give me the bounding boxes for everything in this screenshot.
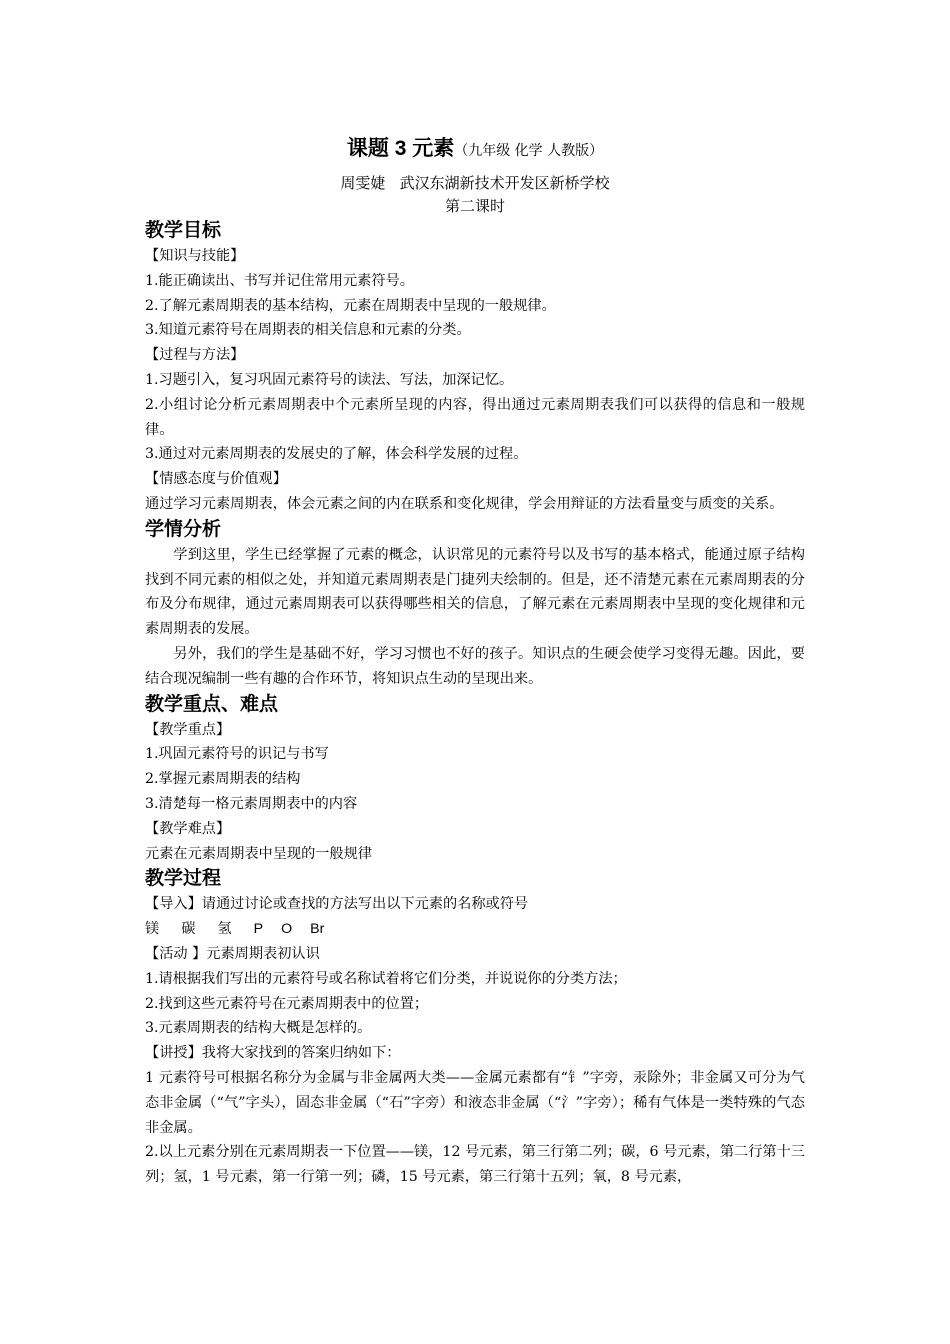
objectives-heading: 教学目标 <box>145 220 222 241</box>
activity-label: 【活动 】元素周期表初认识 <box>145 945 320 962</box>
knowledge-item: 1.能正确读出、书写并记住常用元素符号。 <box>145 272 414 289</box>
element-list <box>145 917 805 942</box>
emotion-label: 【情感态度与价值观】 <box>145 471 287 488</box>
process-heading: 教学过程 <box>145 868 222 890</box>
focus-label: 【教学重点】 <box>145 721 231 738</box>
analysis-paragraph: 另外，我们的学生是基础不好，学习习惯也不好的孩子。知识点的生硬会使学习变得无趣。因此，要结合现况编制一些有趣的合作环节，将知识点生动的呈现出来。 <box>145 645 805 687</box>
title-sub: （九年级 化学 人教版） <box>454 143 604 159</box>
lecture-label: 【讲授】我将大家找到的答案归纳如下： <box>145 1045 401 1062</box>
knowledge-label: 【知识与技能】 <box>145 248 245 264</box>
process-label: 【过程与方法】 <box>145 347 245 364</box>
knowledge-item: 2.了解元素周期表的基本结构，元素在周期表中呈现的一般规律。 <box>145 297 556 314</box>
focus-item: 2.掌握元素周期表的结构 <box>145 771 301 788</box>
element-item: Br <box>310 921 325 938</box>
session-line: 第二课时 <box>444 197 505 215</box>
focus-item: 3.清楚每一格元素周期表中的内容 <box>145 795 358 812</box>
key-points-heading: 教学重点、难点 <box>145 693 279 715</box>
author-line: 周雯婕 武汉东湖新技术开发区新桥学校 <box>340 174 610 192</box>
focus-item: 1.巩固元素符号的识记与书写 <box>145 746 329 763</box>
element-item: P <box>253 921 264 938</box>
element-item: 氢 <box>217 921 232 938</box>
difficulty-label: 【教学难点】 <box>145 820 231 837</box>
document-title <box>145 132 805 166</box>
element-item: O <box>281 921 293 938</box>
activity-item: 3.元素周期表的结构大概是怎样的。 <box>145 1020 372 1037</box>
intro-text: 【导入】请通过讨论或查找的方法写出以下元素的名称或符号 <box>145 896 529 913</box>
knowledge-item: 3.知道元素符号在周期表的相关信息和元素的分类。 <box>145 322 471 339</box>
analysis-heading: 学情分析 <box>145 518 222 540</box>
lecture-item: 2.以上元素分别在元素周期表一下位置——镁，12 号元素，第三行第二列；碳，6 号元素，第二行第十三列；氢，1 号元素，第一行第一列；磷，15 号元素，第三行第十五列；氧，8 号元素， <box>145 1144 805 1186</box>
difficulty-text: 元素在元素周期表中呈现的一般规律 <box>145 845 373 862</box>
process-item: 2.小组讨论分析元素周期表中个元素所呈现的内容，得出通过元素周期表我们可以获得的信息和一般规律。 <box>145 396 805 438</box>
element-item: 镁 <box>145 921 160 938</box>
activity-item: 1.请根据我们写出的元素符号或名称试着将它们分类，并说说你的分类方法； <box>145 970 627 987</box>
analysis-paragraph: 学到这里，学生已经掌握了元素的概念，认识常见的元素符号以及书写的基本格式，能通过原子结构找到不同元素的相似之处，并知道元素周期表是门捷列夫绘制的。但是，还不清楚元素在元素周期表的分布及分布规律，通过元素周期表可以获得哪些相关的信息，了解元素在元素周期表中呈现的变化规律和元素周期表的发展。 <box>145 546 805 638</box>
emotion-text: 通过学习元素周期表，体会元素之间的内在联系和变化规律，学会用辩证的方法看量变与质变的关系。 <box>145 495 784 512</box>
title-main: 课题 3 元素 <box>346 137 455 160</box>
activity-item: 2.找到这些元素符号在元素周期表中的位置； <box>145 995 429 1012</box>
document-content <box>145 132 805 1190</box>
element-item: 碳 <box>181 921 196 938</box>
process-item: 3.通过对元素周期表的发展史的了解，体会科学发展的过程。 <box>145 446 528 463</box>
process-item: 1.习题引入，复习巩固元素符号的读法、写法，加深记忆。 <box>145 371 514 388</box>
lecture-item: 1 元素符号可根据名称分为金属与非金属两大类——金属元素都有“钅”字旁，汞除外；非金属又可分为气态非金属（“气”字头），固态非金属（“石”字旁）和液态非金属（“氵”字旁）；稀有气体是一类特殊的气态非金属。 <box>145 1069 805 1136</box>
